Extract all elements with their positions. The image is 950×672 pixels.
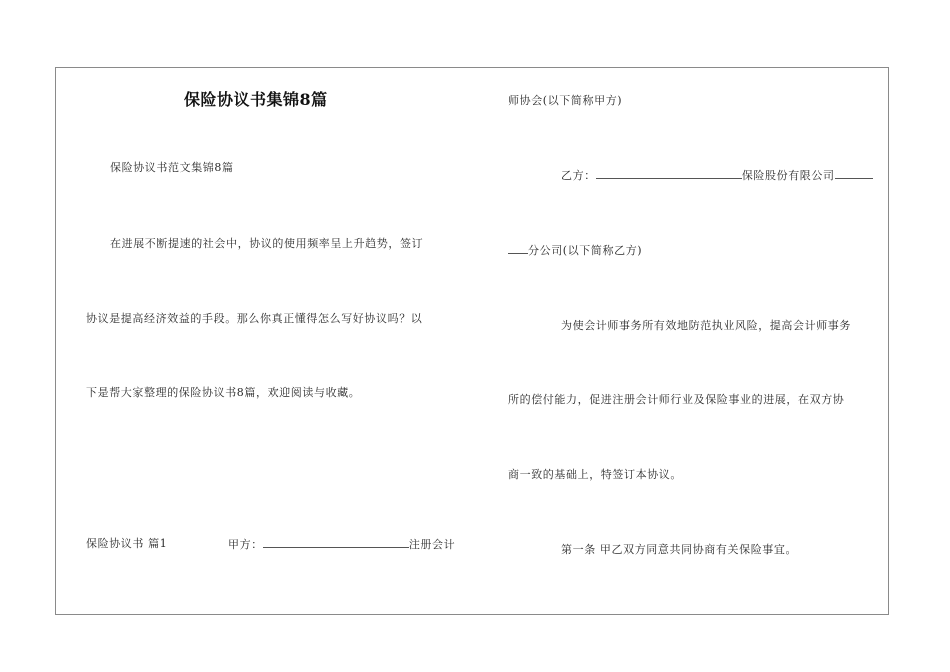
paragraph-line: 协议是提高经济效益的手段。那么你真正懂得怎么写好协议吗？以 (86, 312, 423, 325)
party-b-line (561, 168, 873, 183)
paragraph-line: 下是帮大家整理的保险协议书8篇，欢迎阅读与收藏。 (86, 386, 361, 399)
party-a-line (228, 537, 455, 552)
document-title: 保险协议书集锦8篇 (184, 90, 328, 109)
party-a-suffix: 注册会计 (408, 538, 456, 551)
party-b-line2 (508, 243, 642, 258)
article-1: 第一条 甲乙双方同意共同协商有关保险事宜。 (561, 543, 798, 556)
party-b-label: 乙方： (561, 169, 596, 182)
page-frame (55, 67, 889, 615)
section-heading: 保险协议书 篇1 (86, 537, 168, 550)
party-b-branch-blank (508, 243, 528, 254)
party-b-trailing-blank (835, 168, 873, 179)
party-a-label: 甲方： (228, 538, 263, 551)
party-b-line2-suffix: 分公司(以下简称乙方) (528, 244, 643, 257)
document-subtitle: 保险协议书范文集锦8篇 (110, 161, 234, 174)
paragraph-line: 在进展不断提速的社会中，协议的使用频率呈上升趋势，签订 (110, 237, 424, 250)
party-a-blank (263, 537, 409, 548)
paragraph-line: 所的偿付能力，促进注册会计师行业及保险事业的进展，在双方协 (508, 393, 845, 406)
paragraph-line: 为使会计师事务所有效地防范执业风险，提高会计师事务 (561, 319, 851, 332)
party-a-continued: 师协会(以下简称甲方) (508, 94, 623, 107)
party-b-suffix: 保险股份有限公司 (741, 169, 835, 182)
party-b-blank (596, 168, 742, 179)
paragraph-line: 商一致的基础上，特签订本协议。 (508, 468, 682, 481)
